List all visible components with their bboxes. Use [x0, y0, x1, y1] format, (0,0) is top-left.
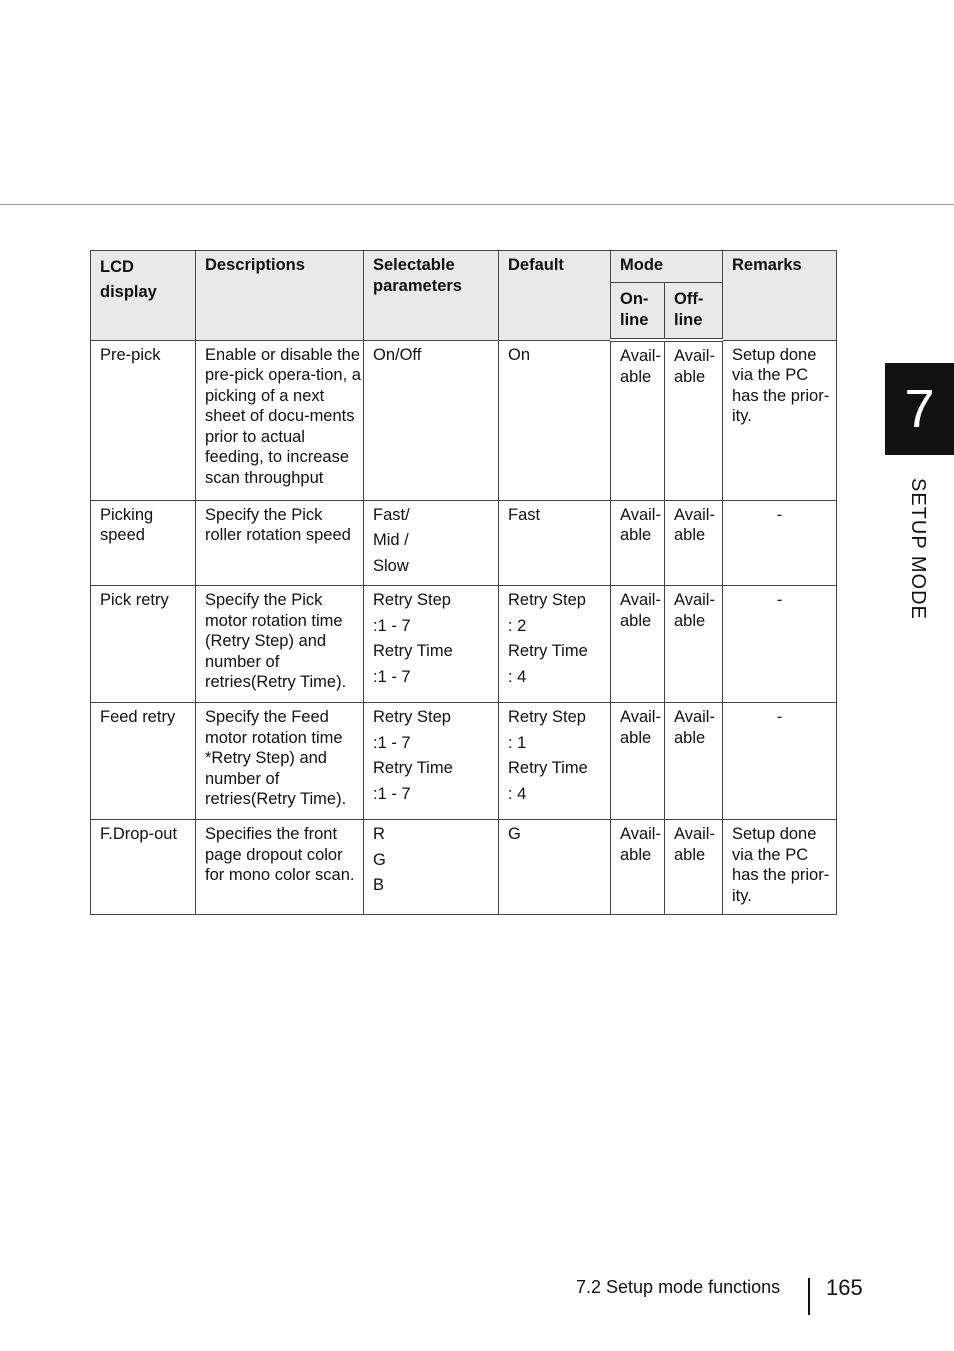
cell-default-line: Retry Time [508, 642, 588, 660]
cell-default-line: : 4 [508, 667, 527, 686]
cell-default [499, 340, 611, 500]
cell-description: Specify the Feed motor rotation time *Retry Step) and number of retries(Retry Time). [196, 703, 364, 820]
cell-off-line: Avail-able [665, 500, 723, 586]
cell-selectable-parameters-line: Fast/ [373, 505, 410, 524]
footer-section-title: 7.2 Setup mode functions [576, 1277, 781, 1297]
top-rule [0, 204, 954, 205]
table-row [91, 820, 837, 915]
cell-on-line: Avail-able [611, 500, 665, 586]
cell-selectable-parameters [364, 586, 499, 703]
cell-selectable-parameters-line: Slow [373, 556, 409, 575]
header-remarks: Remarks [723, 251, 837, 341]
cell-selectable-parameters-line: R [373, 825, 385, 843]
cell-default-line: Retry Step [508, 708, 586, 726]
cell-selectable-parameters [364, 500, 499, 586]
cell-selectable-parameters [364, 340, 499, 500]
cell-default-line: G [508, 825, 521, 843]
header-descriptions: Descriptions [196, 251, 364, 341]
header-default: Default [499, 251, 611, 341]
header-mode: Mode [611, 251, 723, 283]
cell-selectable-parameters-line: Mid / [373, 531, 409, 549]
cell-default-line: Retry Step [508, 591, 586, 609]
header-off-line: Off-line [665, 283, 723, 341]
cell-selectable-parameters-line: :1 - 7 [373, 616, 411, 635]
cell-remarks: - [723, 586, 837, 703]
cell-selectable-parameters-line: Retry Time [373, 642, 453, 660]
header-on-line: On-line [611, 283, 665, 341]
cell-default [499, 703, 611, 820]
cell-selectable-parameters-line: G [373, 850, 386, 869]
cell-lcd-display: Pick retry [91, 586, 196, 703]
cell-default-line: On [508, 345, 531, 364]
cell-default-line: Retry Time [508, 759, 588, 777]
cell-description: Specify the Pick motor rotation time (Retry Step) and number of retries(Retry Time). [196, 586, 364, 703]
cell-selectable-parameters-line: Retry Step [373, 591, 451, 609]
cell-lcd-display: Picking speed [91, 500, 196, 586]
table-row [91, 586, 837, 703]
table-body [91, 340, 837, 915]
table-row [91, 500, 837, 586]
cell-description: Enable or disable the pre-pick opera-tion, a picking of a next sheet of docu-ments prior to actual feeding, to increase scan throughput [196, 340, 364, 500]
page-number: 165 [826, 1275, 863, 1300]
chapter-number-tab: 7 [885, 363, 954, 455]
cell-on-line: Avail-able [611, 340, 665, 500]
cell-lcd-display: Pre-pick [91, 340, 196, 500]
header-lcd-display: LCD display [91, 251, 196, 341]
cell-lcd-display: Feed retry [91, 703, 196, 820]
cell-default-line: : 4 [508, 784, 527, 803]
cell-default-line: : 1 [508, 733, 527, 752]
cell-default-line: Fast [508, 505, 541, 524]
cell-lcd-display: F.Drop-out [91, 820, 196, 915]
cell-off-line: Avail-able [665, 586, 723, 703]
cell-default [499, 500, 611, 586]
cell-default [499, 586, 611, 703]
cell-selectable-parameters-line: Retry Time [373, 759, 453, 777]
cell-selectable-parameters-line: :1 - 7 [373, 784, 411, 803]
cell-remarks: - [723, 703, 837, 820]
cell-on-line: Avail-able [611, 703, 665, 820]
cell-selectable-parameters-line: Retry Step [373, 708, 451, 726]
table-row [91, 703, 837, 820]
cell-selectable-parameters [364, 703, 499, 820]
cell-on-line: Avail-able [611, 586, 665, 703]
cell-selectable-parameters-line: On/Off [373, 345, 422, 364]
chapter-side-title: SETUP MODE [907, 478, 929, 620]
cell-default-line: : 2 [508, 616, 527, 635]
cell-remarks: Setup done via the PC has the prior-ity. [723, 340, 837, 500]
cell-remarks: Setup done via the PC has the prior-ity. [723, 820, 837, 915]
setup-functions-table [90, 250, 837, 915]
cell-on-line: Avail-able [611, 820, 665, 915]
cell-selectable-parameters-line: :1 - 7 [373, 733, 411, 752]
header-selectable-parameters: Selectable parameters [364, 251, 499, 341]
cell-description: Specifies the front page dropout color for mono color scan. [196, 820, 364, 915]
table-row [91, 340, 837, 500]
cell-off-line: Avail-able [665, 820, 723, 915]
cell-selectable-parameters-line: B [373, 876, 385, 894]
cell-default [499, 820, 611, 915]
cell-remarks: - [723, 500, 837, 586]
footer-separator [808, 1278, 810, 1315]
cell-selectable-parameters [364, 820, 499, 915]
cell-off-line: Avail-able [665, 340, 723, 500]
cell-off-line: Avail-able [665, 703, 723, 820]
cell-selectable-parameters-line: :1 - 7 [373, 667, 411, 686]
cell-description: Specify the Pick roller rotation speed [196, 500, 364, 586]
